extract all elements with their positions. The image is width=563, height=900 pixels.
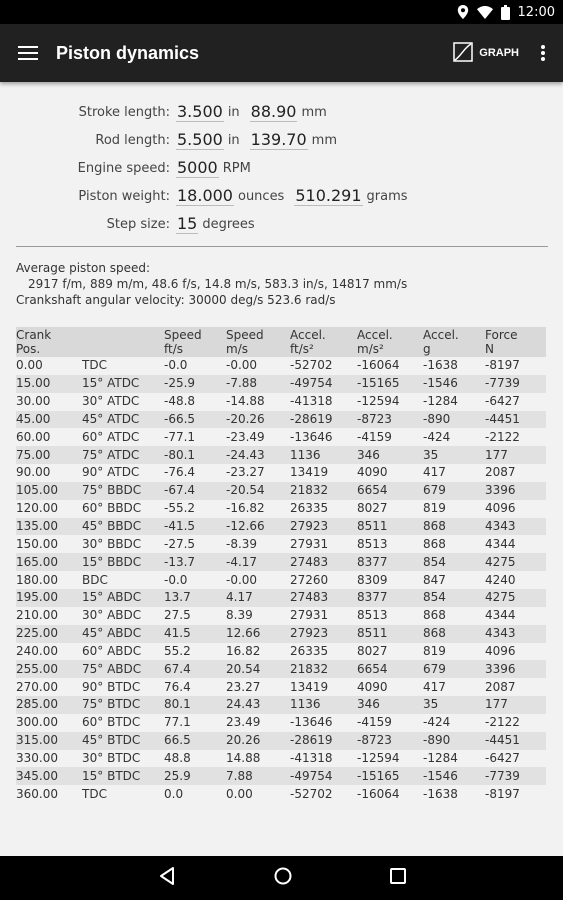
table-cell: 8309 — [357, 572, 388, 587]
table-cell: 30° BBDC — [82, 536, 142, 551]
table-cell: 4343 — [485, 625, 546, 643]
table-cell: 76.4 — [164, 679, 191, 694]
table-cell: -25.9 — [164, 375, 226, 393]
table-cell: 4.17 — [226, 589, 290, 607]
table-cell: 4275 — [485, 589, 546, 607]
table-cell: -52702 — [290, 786, 333, 801]
table-cell: 90.00 — [16, 465, 51, 480]
table-cell: 868 — [423, 536, 446, 551]
table-row — [16, 411, 546, 429]
table-cell: 6654 — [357, 660, 423, 678]
table-cell: 21832 — [290, 660, 357, 678]
table-cell: -24.43 — [226, 446, 290, 464]
graph-icon — [453, 42, 473, 65]
table-cell: 90° ATDC — [82, 465, 140, 480]
table-cell: 25.9 — [164, 767, 226, 785]
table-row — [16, 732, 546, 750]
table-cell: 240.00 — [16, 643, 58, 658]
table-cell: 4240 — [485, 572, 516, 587]
table-cell: 315.00 — [16, 732, 82, 750]
back-icon[interactable] — [157, 866, 177, 890]
table-cell: -15165 — [357, 767, 423, 785]
table-cell: 255.00 — [16, 660, 82, 678]
table-cell: 75.00 — [16, 446, 82, 464]
table-cell: -20.54 — [226, 482, 290, 500]
table-row — [16, 750, 546, 768]
table-cell: -16064 — [357, 358, 400, 373]
table-cell: -14.88 — [226, 394, 265, 409]
table-cell: 4344 — [485, 608, 516, 623]
table-cell: 45° BBDC — [82, 518, 164, 536]
table-cell: -13646 — [290, 429, 333, 444]
table-cell: 27931 — [290, 608, 329, 623]
table-cell: 20.54 — [226, 660, 290, 678]
table-cell: -6427 — [485, 750, 520, 765]
table-cell: 30° ABDC — [82, 608, 142, 623]
table-cell: 27931 — [290, 536, 329, 551]
rod-in-field[interactable]: 5.500 — [177, 129, 223, 149]
table-cell: 35 — [423, 696, 485, 714]
table-cell: 2087 — [485, 679, 516, 694]
table-cell: 8511 — [357, 518, 423, 536]
table-cell: 27483 — [290, 553, 357, 571]
table-cell: 4343 — [485, 518, 546, 536]
table-cell: 45.00 — [16, 411, 82, 429]
table-cell: 30° BTDC — [82, 750, 141, 765]
weight-oz-field[interactable]: 18.000 — [177, 185, 233, 205]
table-row — [16, 643, 546, 661]
location-icon — [457, 5, 469, 19]
results-table — [16, 327, 546, 803]
table-cell: 4344 — [485, 536, 516, 551]
input-form — [0, 98, 563, 238]
table-cell: -4.17 — [226, 553, 290, 571]
table-row — [16, 357, 546, 375]
table-cell: -49754 — [290, 767, 357, 785]
table-cell: -49754 — [290, 375, 357, 393]
table-cell: 7.88 — [226, 767, 290, 785]
angular-velocity: Crankshaft angular velocity: 30000 deg/s 523.6 rad/s — [16, 293, 336, 307]
table-cell: 4096 — [485, 501, 516, 516]
table-cell: -8197 — [485, 358, 520, 373]
battery-icon — [501, 5, 510, 20]
table-cell: 23.27 — [226, 679, 261, 694]
table-cell: -424 — [423, 715, 451, 730]
table-cell: -4159 — [357, 715, 392, 730]
table-cell: -7739 — [485, 375, 546, 393]
table-cell: 847 — [423, 572, 446, 587]
table-cell: 300.00 — [16, 715, 58, 730]
table-cell: -20.26 — [226, 411, 290, 429]
table-cell: -4159 — [357, 429, 392, 444]
menu-icon[interactable] — [0, 24, 56, 82]
table-cell: -41318 — [290, 394, 333, 409]
table-row — [16, 696, 546, 714]
table-cell: 345.00 — [16, 767, 82, 785]
table-cell: 0.00 — [16, 358, 43, 373]
graph-button[interactable] — [453, 42, 519, 65]
table-cell: 868 — [423, 608, 446, 623]
table-cell: -8723 — [357, 732, 423, 750]
table-cell: 45° ATDC — [82, 411, 164, 429]
table-cell: -8197 — [485, 786, 520, 801]
stroke-mm-unit: mm — [301, 104, 327, 120]
table-cell: 80.1 — [164, 696, 226, 714]
table-cell: -15165 — [357, 375, 423, 393]
table-cell: 3396 — [485, 660, 546, 678]
summary — [16, 260, 407, 308]
wifi-icon — [477, 6, 493, 19]
table-row — [16, 393, 546, 411]
table-row — [16, 589, 546, 607]
header-position — [82, 327, 164, 357]
table-row — [16, 446, 546, 464]
table-cell: 45° ABDC — [82, 625, 164, 643]
avg-speed-label: Average piston speed: — [16, 261, 151, 275]
table-cell: 177 — [485, 446, 546, 464]
weight-oz-unit: ounces — [237, 188, 285, 204]
table-cell: 180.00 — [16, 572, 58, 587]
table-cell: 75° BBDC — [82, 482, 164, 500]
table-cell: -55.2 — [164, 501, 196, 516]
table-cell: -1638 — [423, 786, 458, 801]
table-cell: 417 — [423, 465, 446, 480]
table-row — [16, 553, 546, 571]
table-cell: 165.00 — [16, 553, 82, 571]
table-cell: 868 — [423, 518, 485, 536]
table-row — [16, 428, 546, 446]
table-row — [16, 767, 546, 785]
table-cell: TDC — [82, 786, 107, 801]
table-cell: 35 — [423, 446, 485, 464]
table-cell: 135.00 — [16, 518, 82, 536]
stroke-mm-field[interactable]: 88.90 — [250, 101, 297, 121]
clock-time: 12:00 — [517, 4, 555, 20]
table-cell: -890 — [423, 411, 485, 429]
table-cell: 26335 — [290, 501, 329, 516]
table-cell: -13.7 — [164, 553, 226, 571]
table-cell: 4096 — [485, 643, 516, 658]
table-cell: -16064 — [357, 786, 400, 801]
table-cell: 346 — [357, 696, 423, 714]
table-cell: -8723 — [357, 411, 423, 429]
table-cell: 27.5 — [164, 608, 191, 623]
table-row — [16, 482, 546, 500]
table-cell: 8377 — [357, 589, 423, 607]
table-cell: 0.00 — [226, 786, 253, 801]
table-cell: 41.5 — [164, 625, 226, 643]
header-accel-fts2: Accel. ft/s² — [290, 327, 357, 357]
table-cell: 27923 — [290, 625, 357, 643]
table-cell: 77.1 — [164, 715, 191, 730]
table-cell: 330.00 — [16, 750, 58, 765]
table-cell: -4451 — [485, 732, 546, 750]
table-cell: 8511 — [357, 625, 423, 643]
table-cell: -13646 — [290, 715, 333, 730]
table-cell: -41318 — [290, 750, 333, 765]
table-cell: 4275 — [485, 553, 546, 571]
table-cell: 12.66 — [226, 625, 290, 643]
table-cell: 8027 — [357, 643, 388, 658]
table-cell: 4090 — [357, 465, 388, 480]
table-cell: 75° ABDC — [82, 660, 164, 678]
header-accel-ms2: Accel. m/s² — [357, 327, 423, 357]
table-cell: -12594 — [357, 750, 400, 765]
table-cell: 868 — [423, 625, 485, 643]
rod-label: Rod length: — [95, 132, 170, 148]
speed-row — [0, 154, 563, 182]
table-cell: -1638 — [423, 358, 458, 373]
table-cell: 120.00 — [16, 501, 58, 516]
table-cell: -28619 — [290, 411, 357, 429]
speed-unit: RPM — [222, 160, 251, 176]
table-cell: -41.5 — [164, 518, 226, 536]
table-cell: 150.00 — [16, 536, 58, 551]
table-cell: 16.82 — [226, 643, 261, 658]
table-cell: -48.8 — [164, 394, 196, 409]
table-cell: 60° BBDC — [82, 501, 142, 516]
table-cell: 13419 — [290, 465, 329, 480]
table-cell: -8.39 — [226, 536, 258, 551]
table-cell: 27483 — [290, 589, 357, 607]
table-row — [16, 714, 546, 732]
table-cell: 23.49 — [226, 715, 261, 730]
step-field[interactable]: 15 — [177, 213, 198, 233]
table-cell: 819 — [423, 501, 446, 516]
table-cell: -28619 — [290, 732, 357, 750]
table-cell: 13419 — [290, 679, 329, 694]
speed-field[interactable]: 5000 — [177, 157, 218, 177]
table-row — [16, 625, 546, 643]
table-cell: -6427 — [485, 394, 520, 409]
table-cell: 270.00 — [16, 679, 58, 694]
table-cell: -52702 — [290, 358, 333, 373]
rod-mm-unit: mm — [311, 132, 337, 148]
table-cell: TDC — [82, 358, 107, 373]
table-cell: 15.00 — [16, 375, 82, 393]
table-cell: 60° ABDC — [82, 643, 142, 658]
table-cell: -16.82 — [226, 501, 265, 516]
table-header — [16, 327, 546, 357]
table-cell: 854 — [423, 589, 485, 607]
table-cell: 8027 — [357, 501, 388, 516]
table-cell: 60.00 — [16, 429, 51, 444]
table-cell: -0.0 — [164, 572, 188, 587]
table-cell: 21832 — [290, 482, 357, 500]
table-cell: 210.00 — [16, 608, 58, 623]
table-cell: 30.00 — [16, 394, 51, 409]
table-cell: -23.27 — [226, 465, 265, 480]
stroke-label: Stroke length: — [78, 104, 170, 120]
table-cell: -0.00 — [226, 572, 258, 587]
table-cell: BDC — [82, 572, 108, 587]
table-cell: -12.66 — [226, 518, 290, 536]
table-cell: 854 — [423, 553, 485, 571]
table-cell: -0.0 — [164, 358, 188, 373]
overflow-menu-icon[interactable] — [531, 24, 555, 82]
page-title: Piston dynamics — [56, 42, 200, 63]
table-cell: 27923 — [290, 518, 357, 536]
table-cell: 819 — [423, 643, 446, 658]
step-label: Step size: — [106, 216, 170, 232]
table-cell: -2122 — [485, 429, 520, 444]
table-cell: -66.5 — [164, 411, 226, 429]
header-crank: Crank Pos. — [16, 327, 82, 357]
table-cell: 15° ABDC — [82, 589, 164, 607]
table-row — [16, 500, 546, 518]
table-cell: 285.00 — [16, 696, 82, 714]
table-cell: -7.88 — [226, 375, 290, 393]
rod-mm-field[interactable]: 139.70 — [250, 129, 307, 149]
weight-row — [0, 182, 563, 210]
table-cell: -76.4 — [164, 465, 196, 480]
header-speed-fts: Speed ft/s — [164, 327, 226, 357]
table-cell: 15° ATDC — [82, 375, 164, 393]
table-cell: 60° BTDC — [82, 715, 141, 730]
table-cell: -77.1 — [164, 429, 196, 444]
recents-icon[interactable] — [389, 867, 407, 889]
table-cell: -12594 — [357, 394, 400, 409]
table-cell: -80.1 — [164, 446, 226, 464]
weight-label: Piston weight: — [78, 188, 170, 204]
table-cell: 8.39 — [226, 608, 253, 623]
stroke-in-unit: in — [227, 104, 240, 120]
table-cell: 8513 — [357, 536, 388, 551]
table-cell: 45° BTDC — [82, 732, 164, 750]
table-cell: -424 — [423, 429, 451, 444]
table-cell: 360.00 — [16, 786, 58, 801]
table-cell: 177 — [485, 696, 546, 714]
table-cell: 105.00 — [16, 482, 82, 500]
table-row — [16, 535, 546, 553]
table-cell: 8513 — [357, 608, 388, 623]
table-row — [16, 375, 546, 393]
table-cell: 90° BTDC — [82, 679, 141, 694]
table-cell: -1284 — [423, 750, 458, 765]
table-cell: 20.26 — [226, 732, 290, 750]
table-cell: -890 — [423, 732, 485, 750]
table-cell: -67.4 — [164, 482, 226, 500]
rod-in-unit: in — [227, 132, 240, 148]
table-cell: 6654 — [357, 482, 423, 500]
header-speed-ms: Speed m/s — [226, 327, 290, 357]
table-cell: -1546 — [423, 767, 485, 785]
table-cell: 60° ATDC — [82, 429, 140, 444]
table-row — [16, 464, 546, 482]
table-cell: -27.5 — [164, 536, 196, 551]
table-cell: 13.7 — [164, 589, 226, 607]
table-cell: 1136 — [290, 696, 357, 714]
table-cell: 30° ATDC — [82, 394, 140, 409]
divider — [16, 246, 548, 247]
table-cell: 14.88 — [226, 750, 261, 765]
table-cell: -23.49 — [226, 429, 265, 444]
table-cell: -1284 — [423, 394, 458, 409]
table-cell: 75° BTDC — [82, 696, 164, 714]
app-bar — [0, 24, 563, 82]
table-cell: -1546 — [423, 375, 485, 393]
stroke-in-field[interactable]: 3.500 — [177, 101, 223, 121]
table-cell: -4451 — [485, 411, 546, 429]
weight-g-field[interactable]: 510.291 — [295, 185, 362, 205]
table-cell: 15° BTDC — [82, 767, 164, 785]
table-cell: 27260 — [290, 572, 329, 587]
table-cell: 75° ATDC — [82, 446, 164, 464]
step-unit: degrees — [202, 216, 255, 232]
table-row — [16, 785, 546, 803]
table-cell: 346 — [357, 446, 423, 464]
table-cell: 4090 — [357, 679, 388, 694]
table-row — [16, 518, 546, 536]
header-force: Force N — [485, 327, 546, 357]
speed-label: Engine speed: — [77, 160, 170, 176]
table-cell: 225.00 — [16, 625, 82, 643]
stroke-row — [0, 98, 563, 126]
table-cell: 48.8 — [164, 750, 191, 765]
table-cell: 15° BBDC — [82, 553, 164, 571]
table-cell: 67.4 — [164, 660, 226, 678]
table-row — [16, 678, 546, 696]
weight-g-unit: grams — [366, 188, 408, 204]
navigation-bar — [0, 856, 563, 900]
table-cell: 679 — [423, 660, 485, 678]
table-row — [16, 660, 546, 678]
table-cell: 417 — [423, 679, 446, 694]
step-row — [0, 210, 563, 238]
graph-label: GRAPH — [479, 47, 519, 59]
table-cell: 3396 — [485, 482, 546, 500]
table-cell: 26335 — [290, 643, 329, 658]
table-cell: 2087 — [485, 465, 516, 480]
home-icon[interactable] — [273, 866, 293, 890]
table-cell: -2122 — [485, 715, 520, 730]
table-cell: 0.0 — [164, 786, 184, 801]
header-accel-g: Accel. g — [423, 327, 485, 357]
table-cell: 8377 — [357, 553, 423, 571]
table-cell: 24.43 — [226, 696, 290, 714]
table-cell: 55.2 — [164, 643, 191, 658]
table-cell: -0.00 — [226, 358, 258, 373]
table-row — [16, 607, 546, 625]
avg-speed-values: 2917 f/m, 889 m/m, 48.6 f/s, 14.8 m/s, 583.3 in/s, 14817 mm/s — [28, 277, 408, 291]
status-bar — [0, 0, 563, 24]
table-cell: -7739 — [485, 767, 546, 785]
table-row — [16, 571, 546, 589]
table-cell: 679 — [423, 482, 485, 500]
table-cell: 1136 — [290, 446, 357, 464]
table-cell: 66.5 — [164, 732, 226, 750]
table-cell: 195.00 — [16, 589, 82, 607]
rod-row — [0, 126, 563, 154]
